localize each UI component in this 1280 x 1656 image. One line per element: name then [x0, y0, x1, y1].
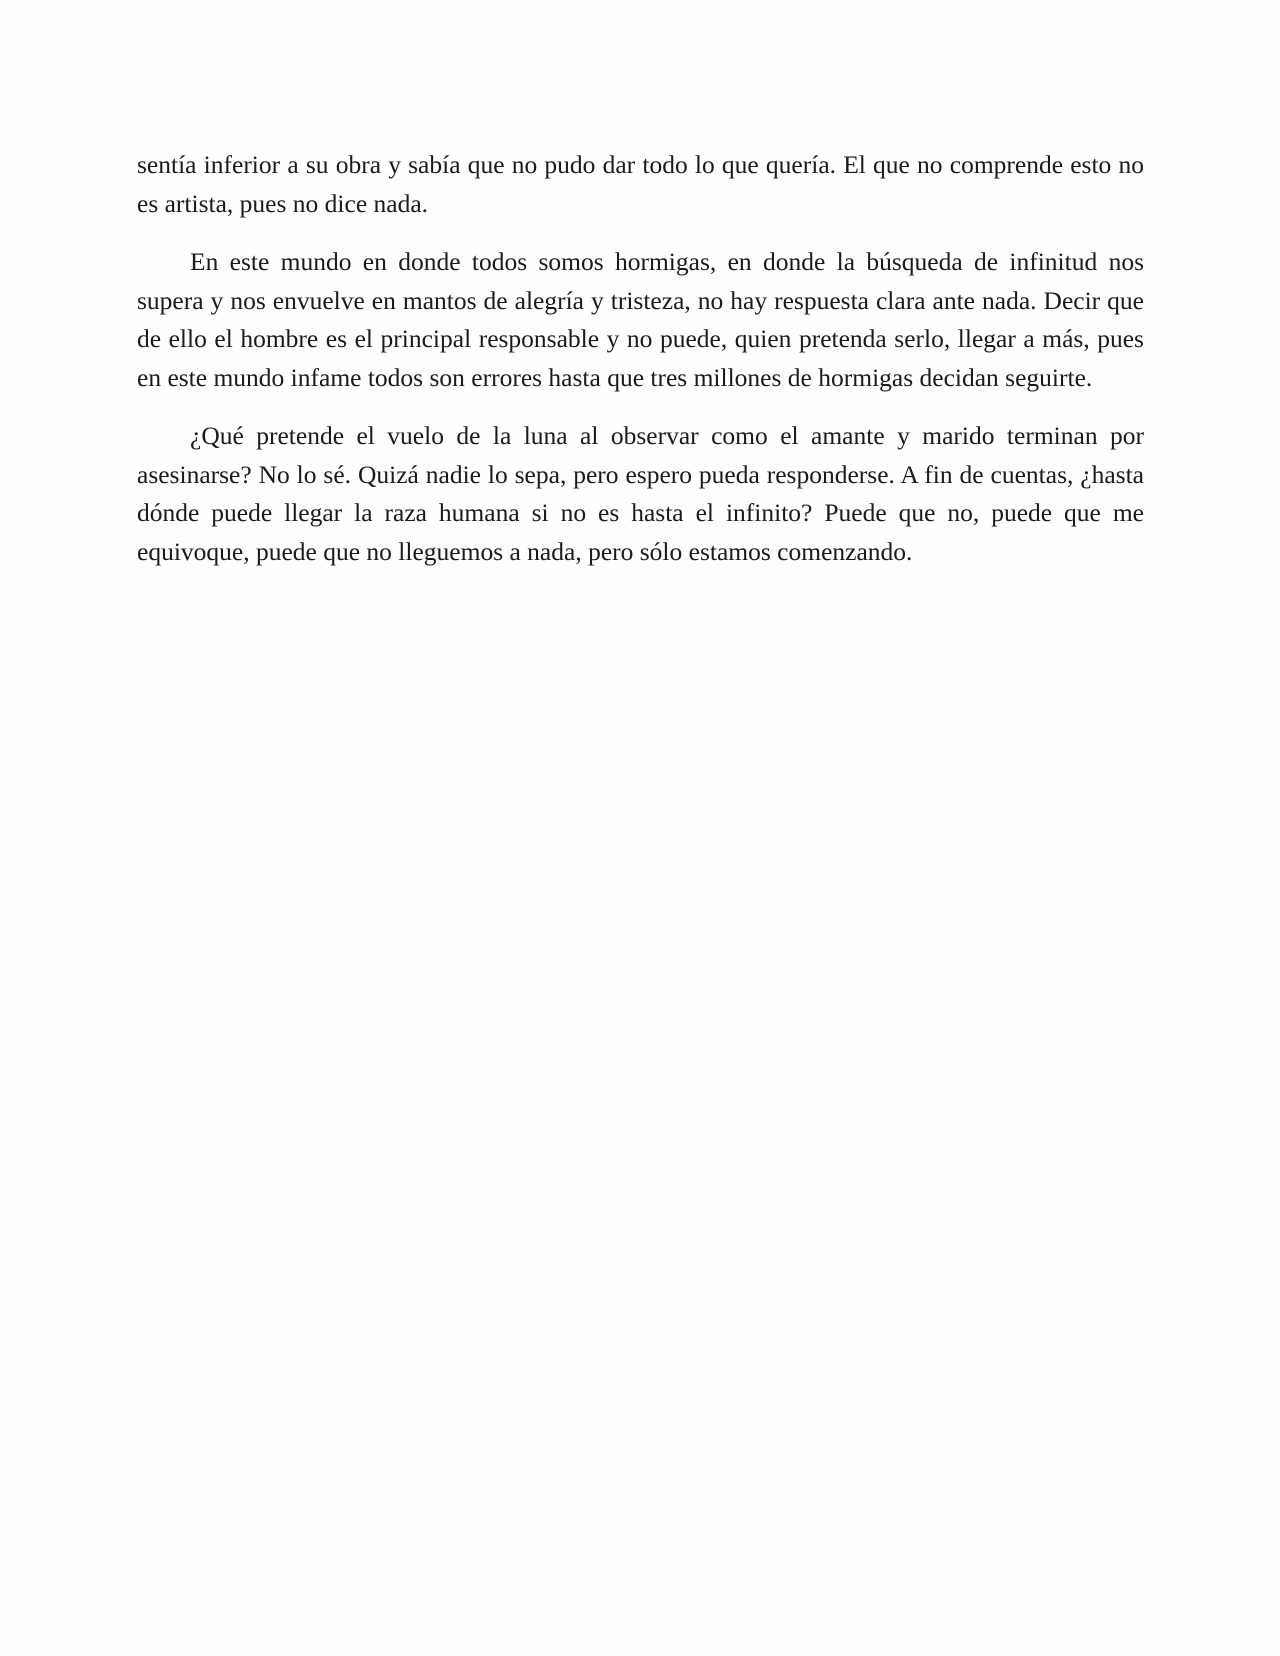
paragraph-luna: ¿Qué pretende el vuelo de la luna al observar como el amante y marido terminan por asesinarse? No lo sé. Quizá nadie lo sepa, pero espero pueda responderse. A fin de cuentas, ¿hasta dónde puede llegar la raza humana si no es hasta el infinito? Puede que no, puede que me equivoque, puede que no lleguemos a nada, pero sólo estamos comenzando.: [137, 421, 1144, 566]
paragraph-hormigas: En este mundo en donde todos somos hormigas, en donde la búsqueda de infinitud nos supera y nos envuelve en mantos de alegría y tristeza, no hay respuesta clara ante nada. Decir que de ello el hombre es el principal responsable y no puede, quien pretenda serlo, llegar a más, pues en este mundo infame todos son errores hasta que tres millones de hormigas decidan seguirte.: [137, 247, 1144, 392]
paragraph-continuation: sentía inferior a su obra y sabía que no pudo dar todo lo que quería. El que no comprende esto no es artista, pues no dice nada.: [137, 150, 1144, 218]
document-body: [137, 146, 1144, 591]
